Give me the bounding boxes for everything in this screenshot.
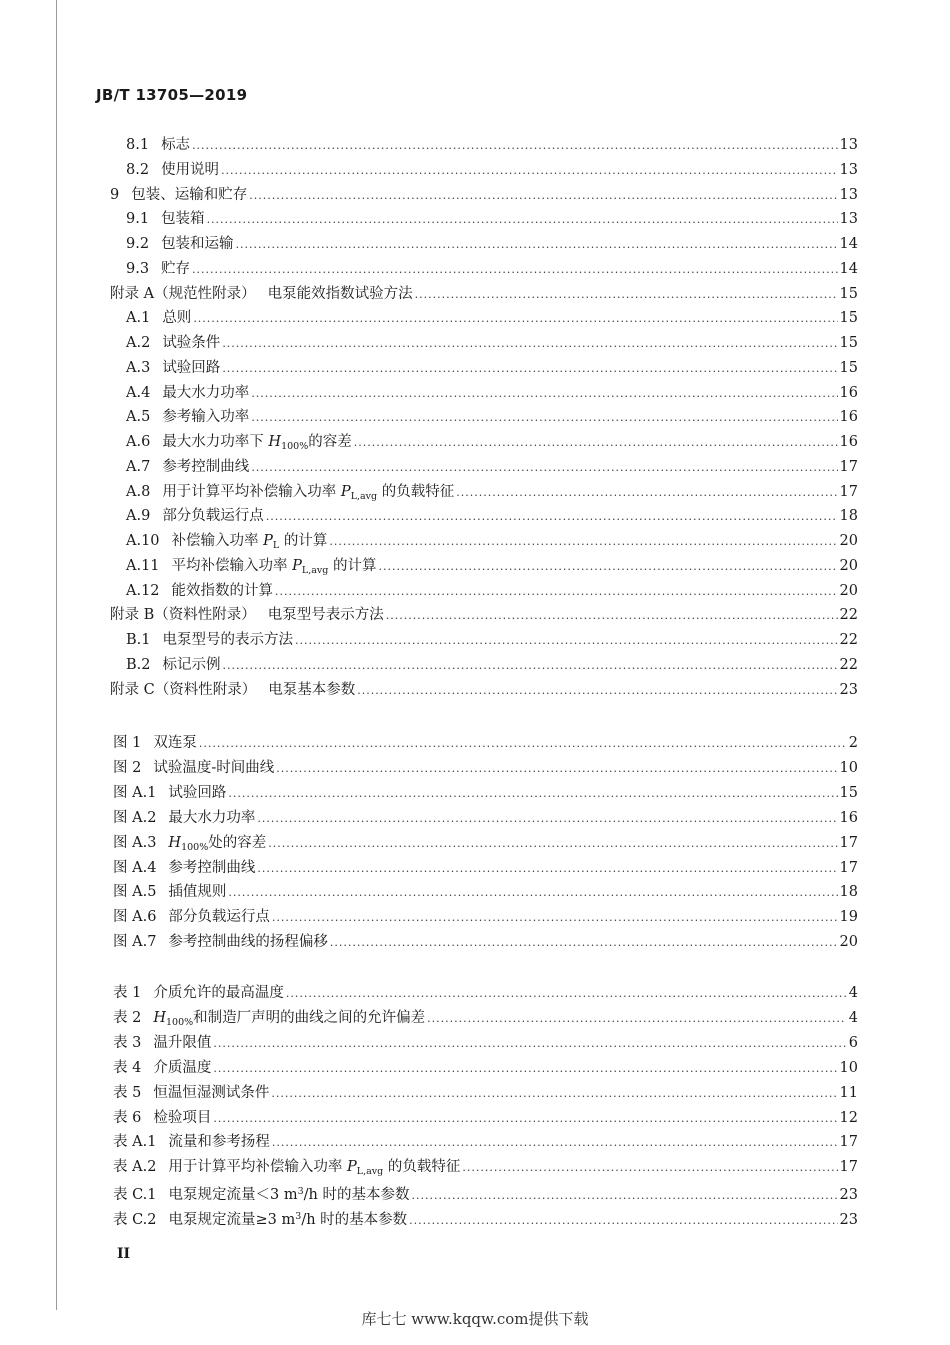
toc-entry-number: 图 A.3 (113, 834, 157, 851)
toc-entry-title: 标记示例 (162, 656, 221, 673)
toc-entry-number: 8.2 (126, 161, 150, 178)
toc-entry-title (157, 1205, 408, 1232)
toc-title-text: 的负载特征 (377, 483, 455, 500)
toc-entry-title: 电泵基本参数 (268, 681, 356, 698)
toc-entry-title: 包装和运输 (161, 236, 234, 252)
math-superscript: 3 (295, 1211, 302, 1223)
toc-entry[interactable] (126, 529, 858, 553)
toc-entry-page: 15 (839, 310, 858, 327)
toc-title-text: /h 时的基本参数 (303, 1187, 410, 1204)
math-subscript: L,avg (350, 490, 378, 502)
dot-leader (378, 555, 837, 579)
toc-entry-title: 部分负载运行点 (162, 508, 264, 525)
toc-entry-title: 贮存 (161, 260, 191, 277)
toc-entry-number: 表 C.2 (113, 1212, 157, 1229)
dot-leader (357, 679, 837, 703)
toc-entry-number: 8.1 (126, 137, 150, 153)
toc-entry-page: 16 (839, 384, 858, 401)
toc-entry-title: 电泵型号的表示方法 (162, 632, 293, 648)
dot-leader (192, 258, 837, 282)
toc-entry[interactable] (126, 579, 858, 603)
toc-entry[interactable] (113, 1056, 858, 1080)
toc-entry-number: A.8 (126, 483, 151, 500)
toc-entry-number: A.3 (126, 359, 151, 376)
dot-leader (251, 456, 837, 480)
toc-entry-number: 表 2 (113, 1009, 142, 1026)
toc-entry[interactable] (126, 653, 858, 677)
toc-entry-title: 恒温恒湿测试条件 (153, 1084, 270, 1101)
toc-entry-page: 13 (839, 211, 858, 228)
toc-entry-page: 20 (839, 533, 858, 549)
toc-title-text: 处的容差 (208, 834, 267, 851)
toc-entry-number: 附录 A（规范性附录） (110, 285, 256, 302)
toc-entry-title: 流量和参考扬程 (168, 1134, 270, 1151)
toc-entry-page: 17 (839, 458, 858, 475)
dot-leader (286, 982, 846, 1006)
toc-entry-title: 双连泵 (153, 735, 197, 751)
toc-entry-title: 参考控制曲线 (168, 859, 256, 876)
math-superscript: 3 (297, 1186, 304, 1198)
toc-entry-page: 15 (839, 359, 858, 376)
toc-entry-number: 表 3 (113, 1034, 142, 1051)
toc-entry-number: 表 4 (113, 1059, 142, 1076)
toc-entry-page: 16 (839, 434, 858, 450)
dot-leader (207, 208, 838, 232)
dot-leader (221, 159, 837, 183)
toc-entry-page: 18 (839, 884, 858, 901)
toc-entry-number: 表 A.2 (113, 1159, 157, 1176)
toc-entry-title: 电泵型号表示方法 (267, 607, 384, 624)
toc-entry-page: 17 (839, 1134, 858, 1151)
toc-entry-number: 表 6 (113, 1109, 142, 1126)
toc-entry-title: 最大水力功率 (162, 384, 250, 401)
math-symbol: H (268, 434, 282, 450)
toc-entry-page: 22 (839, 632, 858, 648)
toc-entry[interactable] (126, 158, 858, 182)
toc-entry-number: 图 A.1 (113, 784, 157, 801)
toc-entry-number: A.6 (126, 434, 151, 450)
toc-entry-page: 12 (839, 1109, 858, 1126)
toc-entry[interactable] (113, 831, 858, 855)
toc-entry[interactable] (110, 678, 858, 702)
dot-leader (257, 857, 837, 881)
dot-leader (249, 184, 837, 208)
toc-entry[interactable] (113, 1180, 858, 1204)
math-subscript: L,avg (301, 564, 329, 576)
toc-entry[interactable] (126, 356, 858, 380)
toc-entry-page: 13 (839, 186, 858, 203)
toc-entry[interactable] (113, 1155, 858, 1179)
toc-entry[interactable] (113, 806, 858, 830)
toc-entry-page: 17 (839, 859, 858, 876)
toc-entry-page: 14 (839, 236, 858, 252)
page-left-border (56, 0, 57, 1310)
toc-entry-title: 最大水力功率 (168, 809, 256, 826)
toc-entry-title: 使用说明 (161, 161, 220, 178)
dot-leader (228, 881, 837, 905)
toc-entry-page: 10 (839, 1059, 858, 1076)
toc-entry-title: 插值规则 (168, 884, 227, 901)
toc-entry-number: B.2 (126, 656, 151, 673)
math-symbol: H (168, 834, 182, 851)
toc-entry-title: 能效指数的计算 (171, 582, 274, 599)
toc-entry-number: A.12 (126, 582, 160, 599)
dot-leader (222, 332, 837, 356)
dot-leader (251, 406, 837, 430)
toc-entry-title: 试验条件 (162, 335, 221, 351)
toc-entry[interactable] (113, 1081, 858, 1105)
toc-title-text: 的容差 (308, 434, 352, 450)
toc-entry-number: B.1 (126, 632, 151, 648)
toc-entry-page: 4 (848, 1009, 858, 1026)
toc-entry-page: 14 (839, 260, 858, 277)
toc-entry[interactable] (113, 880, 858, 904)
toc-entry-title: 参考控制曲线的扬程偏移 (168, 934, 328, 951)
dot-leader (295, 629, 838, 653)
toc-entry[interactable] (126, 306, 858, 330)
toc-entry-title: 电泵能效指数试验方法 (267, 285, 413, 302)
dot-leader (266, 505, 838, 529)
toc-entry-number: A.7 (126, 458, 151, 475)
toc-entry-page: 16 (839, 809, 858, 826)
toc-entry-number: 表 5 (113, 1084, 142, 1101)
toc-entry-number: A.10 (126, 533, 160, 549)
toc-entry-number: 附录 B（资料性附录） (110, 607, 256, 624)
dot-leader (456, 481, 837, 505)
toc-entry[interactable] (110, 282, 858, 306)
toc-entry[interactable] (126, 405, 858, 429)
toc-entry-page: 22 (839, 656, 858, 673)
dot-leader (213, 1107, 837, 1131)
toc-entry-number: 图 A.7 (113, 934, 157, 951)
dot-leader (228, 782, 837, 806)
dot-leader (329, 530, 837, 554)
toc-entry-number: 图 1 (113, 735, 142, 751)
toc-entry-page: 15 (839, 285, 858, 302)
toc-entry-number: 9.2 (126, 236, 150, 252)
toc-entry[interactable] (126, 455, 858, 479)
toc-entry[interactable] (126, 257, 858, 281)
toc-title-text: 最大水力功率下 (162, 434, 269, 450)
toc-entry-page: 23 (839, 681, 858, 698)
toc-entry-page: 23 (839, 1212, 858, 1229)
dot-leader (386, 604, 838, 628)
toc-entry-title: 介质温度 (153, 1059, 212, 1076)
toc-entry[interactable] (113, 930, 858, 954)
toc-title-text: 的计算 (279, 533, 328, 549)
toc-entry[interactable] (126, 381, 858, 405)
math-subscript: L,avg (356, 1166, 384, 1178)
math-subscript: 100% (166, 1016, 194, 1028)
toc-entry-number: A.5 (126, 409, 151, 426)
math-symbol: P (340, 483, 351, 500)
toc-entry[interactable] (126, 331, 858, 355)
toc-entry-page: 11 (839, 1084, 858, 1101)
dot-leader (251, 382, 837, 406)
toc-entry-page: 20 (839, 557, 858, 574)
toc-entry-title: 试验回路 (168, 784, 227, 801)
toc-entry[interactable] (113, 1006, 858, 1030)
toc-entry-page: 20 (839, 934, 858, 951)
toc-entry-number: A.9 (126, 508, 151, 525)
dot-leader (276, 757, 837, 781)
toc-entry-number: 表 C.1 (113, 1187, 157, 1204)
toc-entry-number: 表 1 (113, 985, 142, 1001)
toc-entry-page: 15 (839, 335, 858, 351)
toc-entry-number: 图 2 (113, 759, 142, 776)
toc-entry-number: A.11 (126, 557, 160, 574)
math-symbol: P (347, 1159, 357, 1176)
toc-entry-number: 9.3 (126, 260, 150, 277)
toc-title-text: 电泵规定流量＜3 m (168, 1187, 298, 1204)
toc-entry-page: 20 (839, 582, 858, 599)
toc-entry-title (157, 1180, 410, 1207)
toc-entry-title: 检验项目 (153, 1109, 212, 1126)
toc-entry-number: A.4 (126, 384, 151, 401)
toc-entry-number: 图 A.6 (113, 909, 157, 926)
toc-entry-page: 13 (839, 161, 858, 178)
toc-entry-title: 参考输入功率 (162, 409, 250, 426)
dot-leader (275, 580, 838, 604)
toc-entry[interactable] (126, 133, 858, 157)
toc-entry-number: 图 A.2 (113, 809, 157, 826)
toc-title-text: 电泵规定流量≥3 m (168, 1212, 296, 1229)
toc-title-text: 和制造厂声明的曲线之间的允许偏差 (193, 1009, 426, 1026)
toc-entry[interactable] (113, 731, 858, 755)
toc-entry-number: A.2 (126, 335, 151, 351)
dot-leader (427, 1007, 846, 1031)
toc-entry[interactable] (110, 603, 858, 627)
document-id-header: JB/T 13705—2019 (96, 86, 248, 104)
toc-entry[interactable] (126, 628, 858, 652)
toc-entry-number: 图 A.5 (113, 884, 157, 901)
toc-entry[interactable] (113, 1205, 858, 1229)
math-symbol: H (153, 1009, 166, 1026)
watermark-text: 库七七 www.kqqw.com提供下载 (361, 1310, 589, 1328)
toc-entry-page: 6 (848, 1034, 858, 1051)
dot-leader (213, 1032, 846, 1056)
toc-entry-title: 试验回路 (162, 359, 221, 376)
toc-entry-number: 附录 C（资料性附录） (110, 681, 257, 698)
dot-leader (213, 1057, 837, 1081)
toc-entry[interactable] (126, 554, 858, 578)
toc-title-text: 用于计算平均补偿输入功率 (162, 483, 341, 500)
toc-title-text: /h 时的基本参数 (301, 1212, 408, 1229)
toc-entry[interactable] (113, 1106, 858, 1130)
dot-leader (409, 1209, 837, 1233)
toc-entry[interactable] (113, 981, 858, 1005)
toc-entry-page: 18 (839, 508, 858, 525)
dot-leader (222, 357, 837, 381)
toc-title-text: 的计算 (328, 557, 377, 574)
toc-entry-title: 部分负载运行点 (168, 909, 270, 926)
toc-entry-title: 温升限值 (153, 1034, 212, 1051)
dot-leader (236, 233, 838, 257)
dot-leader (330, 931, 838, 955)
toc-entry-page: 19 (839, 909, 858, 926)
toc-entry-page: 10 (839, 759, 858, 776)
toc-entry-title: 包装、运输和贮存 (131, 186, 248, 203)
toc-entry[interactable] (113, 1130, 858, 1154)
toc-entry-page: 17 (839, 834, 858, 851)
toc-title-text: 平均补偿输入功率 (171, 557, 293, 574)
dot-leader (271, 1082, 837, 1106)
toc-entry-page: 2 (848, 735, 858, 751)
toc-entry-page: 4 (848, 985, 858, 1001)
toc-entry[interactable] (126, 232, 858, 256)
toc-entry[interactable] (113, 756, 858, 780)
toc-entry[interactable] (113, 856, 858, 880)
toc-entry-page: 17 (839, 1159, 858, 1176)
dot-leader (272, 1131, 838, 1155)
toc-entry-number: 表 A.1 (113, 1134, 157, 1151)
toc-entry-number: 图 A.4 (113, 859, 157, 876)
toc-entry[interactable] (113, 1031, 858, 1055)
dot-leader (199, 732, 846, 756)
toc-entry-page: 13 (839, 137, 858, 153)
toc-entry-page: 15 (839, 784, 858, 801)
toc-entry-page: 23 (839, 1187, 858, 1204)
toc-entry-title: 标志 (161, 137, 191, 153)
toc-entry-page: 22 (839, 607, 858, 624)
dot-leader (192, 134, 837, 158)
toc-entry-title: 介质允许的最高温度 (153, 985, 284, 1001)
toc-entry[interactable] (126, 430, 858, 454)
toc-title-text: 补偿输入功率 (171, 533, 264, 549)
math-subscript: 100% (281, 441, 309, 452)
toc-title-text: 用于计算平均补偿输入功率 (168, 1159, 348, 1176)
dot-leader (193, 307, 837, 331)
toc-entry-page: 17 (839, 483, 858, 500)
dot-leader (223, 654, 838, 678)
toc-entry-title: 试验温度-时间曲线 (153, 759, 275, 776)
toc-entry[interactable] (126, 207, 858, 231)
toc-entry[interactable] (113, 905, 858, 929)
toc-entry-title: 参考控制曲线 (162, 458, 250, 475)
math-symbol: P (263, 533, 273, 549)
toc-entry-title: 包装箱 (161, 211, 205, 228)
dot-leader (354, 431, 838, 455)
toc-entry[interactable] (126, 504, 858, 528)
toc-title-text: 的负载特征 (383, 1159, 461, 1176)
page-number: II (117, 1246, 131, 1262)
math-subscript: L (272, 540, 280, 551)
dot-leader (415, 283, 838, 307)
toc-entry-number: 9.1 (126, 211, 150, 228)
toc-entry-number: 9 (110, 186, 120, 203)
dot-leader (268, 832, 837, 856)
toc-entry-number: A.1 (126, 310, 151, 327)
dot-leader (462, 1156, 837, 1180)
math-subscript: 100% (181, 841, 209, 853)
toc-entry-title: 总则 (162, 310, 192, 327)
toc-entry[interactable] (113, 781, 858, 805)
dot-leader (272, 906, 838, 930)
toc-entry-page: 16 (839, 409, 858, 426)
toc-entry[interactable] (110, 183, 858, 207)
toc-entry[interactable] (126, 480, 858, 504)
math-symbol: P (292, 557, 302, 574)
dot-leader (257, 807, 837, 831)
